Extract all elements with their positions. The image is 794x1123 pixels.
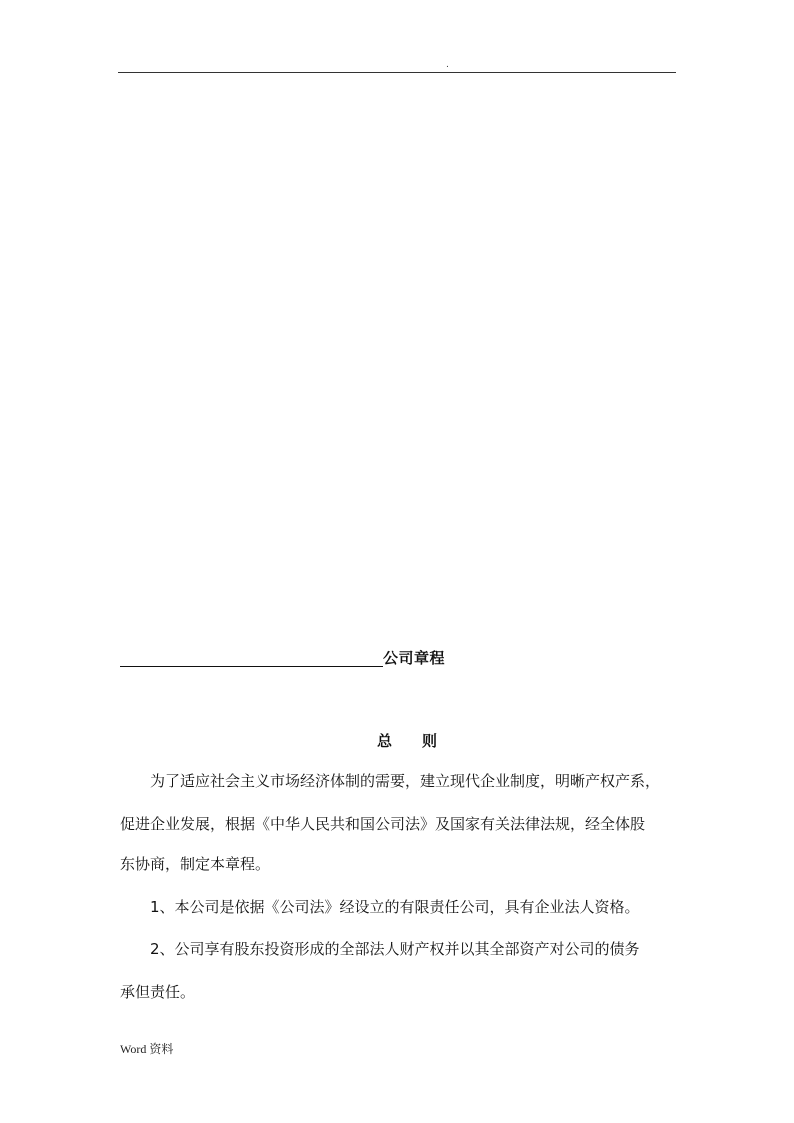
paragraph-3-line-2: 承但责任。	[120, 983, 196, 1001]
document-title: 公司章程	[383, 649, 446, 667]
header-mark: .	[446, 60, 449, 70]
header-rule	[118, 72, 676, 73]
footer-label: Word 资料	[120, 1042, 174, 1056]
document-title-row	[120, 645, 445, 669]
section-heading: 总 则	[377, 732, 438, 750]
company-name-blank	[120, 666, 383, 667]
paragraph-1-line-2: 促进企业发展，根据《中华人民共和国公司法》及国家有关法律法规，经全体股	[120, 815, 646, 833]
paragraph-1-line-3: 东协商，制定本章程。	[120, 855, 271, 873]
paragraph-1-line-1: 为了适应社会主义市场经济体制的需要，建立现代企业制度，明晰产权产系，	[150, 772, 661, 790]
paragraph-3-line-1: 2、公司享有股东投资形成的全部法人财产权并以其全部资产对公司的债务	[150, 940, 640, 958]
paragraph-2-line-1: 1、本公司是依据《公司法》经设立的有限责任公司，具有企业法人资格。	[150, 898, 640, 916]
